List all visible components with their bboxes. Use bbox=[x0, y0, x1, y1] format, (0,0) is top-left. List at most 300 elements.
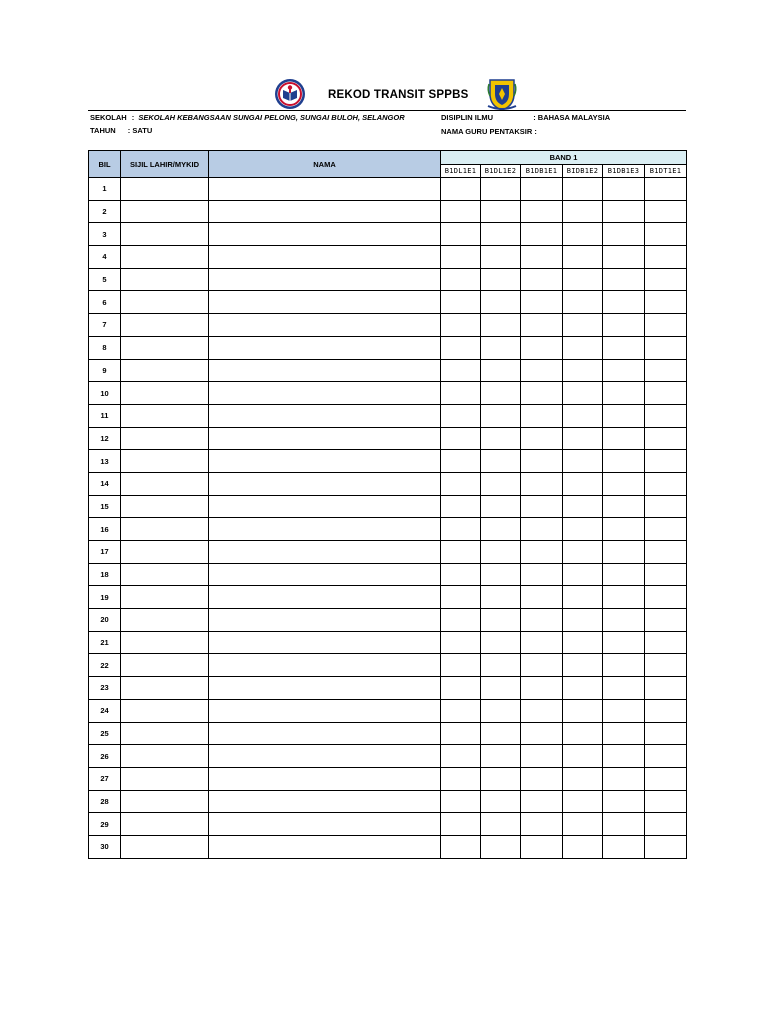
table-row bbox=[89, 813, 687, 836]
sijil-cell[interactable] bbox=[121, 631, 209, 654]
band-score-cell[interactable] bbox=[645, 268, 687, 291]
bil-cell: 18 bbox=[89, 563, 121, 586]
band-score-cell[interactable] bbox=[441, 699, 481, 722]
band-score-cell[interactable] bbox=[521, 382, 563, 405]
sijil-cell[interactable] bbox=[121, 382, 209, 405]
band-score-cell[interactable] bbox=[603, 518, 645, 541]
band-score-cell[interactable] bbox=[603, 382, 645, 405]
sijil-cell[interactable] bbox=[121, 268, 209, 291]
band-score-cell[interactable] bbox=[441, 677, 481, 700]
band-score-cell[interactable] bbox=[645, 223, 687, 246]
table-row bbox=[89, 450, 687, 473]
band-score-cell[interactable] bbox=[441, 178, 481, 201]
band-score-cell[interactable] bbox=[563, 745, 603, 768]
nama-cell[interactable] bbox=[209, 495, 441, 518]
band-score-cell[interactable] bbox=[603, 631, 645, 654]
sijil-cell[interactable] bbox=[121, 178, 209, 201]
band-score-cell[interactable] bbox=[603, 835, 645, 858]
nama-cell[interactable] bbox=[209, 518, 441, 541]
band-column-header: B1DL1E2 bbox=[481, 165, 521, 178]
band-score-cell[interactable] bbox=[521, 450, 563, 473]
table-row bbox=[89, 722, 687, 745]
band-score-cell[interactable] bbox=[521, 767, 563, 790]
bil-cell: 11 bbox=[89, 404, 121, 427]
band-score-cell[interactable] bbox=[521, 314, 563, 337]
bil-cell: 4 bbox=[89, 246, 121, 269]
band-score-cell[interactable] bbox=[645, 541, 687, 564]
band-score-cell[interactable] bbox=[521, 541, 563, 564]
bil-cell: 6 bbox=[89, 291, 121, 314]
ministry-crest-icon bbox=[274, 78, 306, 110]
band-score-cell[interactable] bbox=[645, 790, 687, 813]
band-score-cell[interactable] bbox=[481, 541, 521, 564]
band-score-cell[interactable] bbox=[645, 745, 687, 768]
sijil-cell[interactable] bbox=[121, 518, 209, 541]
band-score-cell[interactable] bbox=[521, 291, 563, 314]
band-score-cell[interactable] bbox=[481, 200, 521, 223]
nama-cell[interactable] bbox=[209, 767, 441, 790]
band-score-cell[interactable] bbox=[521, 336, 563, 359]
table-row bbox=[89, 472, 687, 495]
band-score-cell[interactable] bbox=[563, 314, 603, 337]
band-score-cell[interactable] bbox=[481, 223, 521, 246]
band-score-cell[interactable] bbox=[521, 790, 563, 813]
band-score-cell[interactable] bbox=[441, 200, 481, 223]
table-row bbox=[89, 677, 687, 700]
band-score-cell[interactable] bbox=[481, 631, 521, 654]
band-score-cell[interactable] bbox=[441, 404, 481, 427]
sijil-cell[interactable] bbox=[121, 722, 209, 745]
sijil-cell[interactable] bbox=[121, 359, 209, 382]
tahun-value: SATU bbox=[132, 126, 153, 135]
band-score-cell[interactable] bbox=[603, 677, 645, 700]
disiplin-separator: : bbox=[533, 113, 536, 122]
band-score-cell[interactable] bbox=[603, 722, 645, 745]
nama-cell[interactable] bbox=[209, 246, 441, 269]
table-body bbox=[89, 178, 687, 859]
sijil-cell[interactable] bbox=[121, 404, 209, 427]
band-score-cell[interactable] bbox=[521, 586, 563, 609]
band-score-cell[interactable] bbox=[521, 722, 563, 745]
band-score-cell[interactable] bbox=[441, 518, 481, 541]
band-score-cell[interactable] bbox=[645, 586, 687, 609]
band-score-cell[interactable] bbox=[481, 563, 521, 586]
sijil-cell[interactable] bbox=[121, 541, 209, 564]
band-score-cell[interactable] bbox=[603, 472, 645, 495]
nama-cell[interactable] bbox=[209, 631, 441, 654]
band-score-cell[interactable] bbox=[521, 518, 563, 541]
table-row bbox=[89, 790, 687, 813]
band-score-cell[interactable] bbox=[563, 178, 603, 201]
band-score-cell[interactable] bbox=[481, 835, 521, 858]
band-score-cell[interactable] bbox=[441, 450, 481, 473]
band-score-cell[interactable] bbox=[441, 767, 481, 790]
nama-cell[interactable] bbox=[209, 835, 441, 858]
band-score-cell[interactable] bbox=[645, 246, 687, 269]
nama-cell[interactable] bbox=[209, 813, 441, 836]
band-score-cell[interactable] bbox=[645, 631, 687, 654]
band-column-header: BIDB1E2 bbox=[563, 165, 603, 178]
band-score-cell[interactable] bbox=[603, 767, 645, 790]
band-score-cell[interactable] bbox=[521, 178, 563, 201]
band-score-cell[interactable] bbox=[481, 291, 521, 314]
band-score-cell[interactable] bbox=[521, 427, 563, 450]
band-score-cell[interactable] bbox=[521, 563, 563, 586]
band-score-cell[interactable] bbox=[481, 790, 521, 813]
band-score-cell[interactable] bbox=[563, 404, 603, 427]
band-score-cell[interactable] bbox=[441, 336, 481, 359]
nama-cell[interactable] bbox=[209, 200, 441, 223]
band-score-cell[interactable] bbox=[481, 609, 521, 632]
band-score-cell[interactable] bbox=[563, 631, 603, 654]
table-row bbox=[89, 767, 687, 790]
band-score-cell[interactable] bbox=[481, 654, 521, 677]
band-score-cell[interactable] bbox=[603, 654, 645, 677]
band-score-cell[interactable] bbox=[563, 223, 603, 246]
student-record-table bbox=[88, 150, 687, 859]
band-score-cell[interactable] bbox=[645, 563, 687, 586]
band-score-cell[interactable] bbox=[603, 790, 645, 813]
band-score-cell[interactable] bbox=[603, 541, 645, 564]
band-score-cell[interactable] bbox=[521, 699, 563, 722]
bil-cell: 23 bbox=[89, 677, 121, 700]
band-score-cell[interactable] bbox=[645, 767, 687, 790]
band-score-cell[interactable] bbox=[563, 654, 603, 677]
sijil-cell[interactable] bbox=[121, 609, 209, 632]
band-score-cell[interactable] bbox=[563, 722, 603, 745]
band-score-cell[interactable] bbox=[521, 813, 563, 836]
band-score-cell[interactable] bbox=[603, 495, 645, 518]
table-row bbox=[89, 541, 687, 564]
band-score-cell[interactable] bbox=[603, 336, 645, 359]
band-score-cell[interactable] bbox=[645, 314, 687, 337]
band-score-cell[interactable] bbox=[441, 654, 481, 677]
band-score-cell[interactable] bbox=[645, 178, 687, 201]
sijil-cell[interactable] bbox=[121, 835, 209, 858]
nama-cell[interactable] bbox=[209, 223, 441, 246]
band-score-cell[interactable] bbox=[563, 541, 603, 564]
band-score-cell[interactable] bbox=[481, 336, 521, 359]
bil-cell: 21 bbox=[89, 631, 121, 654]
nama-cell[interactable] bbox=[209, 654, 441, 677]
nama-cell[interactable] bbox=[209, 314, 441, 337]
table-row bbox=[89, 404, 687, 427]
nama-cell[interactable] bbox=[209, 677, 441, 700]
nama-cell[interactable] bbox=[209, 291, 441, 314]
table-row bbox=[89, 359, 687, 382]
nama-cell[interactable] bbox=[209, 541, 441, 564]
nama-cell[interactable] bbox=[209, 178, 441, 201]
nama-cell[interactable] bbox=[209, 472, 441, 495]
nama-cell[interactable] bbox=[209, 699, 441, 722]
band-score-cell[interactable] bbox=[603, 178, 645, 201]
band-score-cell[interactable] bbox=[441, 223, 481, 246]
band-score-cell[interactable] bbox=[441, 427, 481, 450]
band-score-cell[interactable] bbox=[481, 518, 521, 541]
bil-cell: 22 bbox=[89, 654, 121, 677]
nama-cell[interactable] bbox=[209, 450, 441, 473]
disiplin-value: BAHASA MALAYSIA bbox=[537, 113, 611, 122]
band-score-cell[interactable] bbox=[563, 518, 603, 541]
sekolah-separator: : bbox=[131, 113, 135, 122]
sijil-cell[interactable] bbox=[121, 745, 209, 768]
sijil-cell[interactable] bbox=[121, 699, 209, 722]
sijil-cell[interactable] bbox=[121, 813, 209, 836]
band-score-cell[interactable] bbox=[441, 790, 481, 813]
band-score-cell[interactable] bbox=[563, 336, 603, 359]
band-score-cell[interactable] bbox=[563, 609, 603, 632]
band-score-cell[interactable] bbox=[645, 722, 687, 745]
table-row bbox=[89, 427, 687, 450]
band-score-cell[interactable] bbox=[441, 835, 481, 858]
band-score-cell[interactable] bbox=[563, 767, 603, 790]
band-score-cell[interactable] bbox=[645, 472, 687, 495]
band-score-cell[interactable] bbox=[563, 200, 603, 223]
band-score-cell[interactable] bbox=[441, 631, 481, 654]
nama-cell[interactable] bbox=[209, 382, 441, 405]
band-score-cell[interactable] bbox=[441, 382, 481, 405]
band-score-cell[interactable] bbox=[563, 790, 603, 813]
band-column-header: B1DB1E3 bbox=[603, 165, 645, 178]
nama-cell[interactable] bbox=[209, 790, 441, 813]
band-score-cell[interactable] bbox=[645, 382, 687, 405]
band-score-cell[interactable] bbox=[563, 699, 603, 722]
band-score-cell[interactable] bbox=[645, 200, 687, 223]
band-score-cell[interactable] bbox=[563, 382, 603, 405]
band-score-cell[interactable] bbox=[563, 246, 603, 269]
band-score-cell[interactable] bbox=[563, 291, 603, 314]
band-score-cell[interactable] bbox=[481, 699, 521, 722]
band-score-cell[interactable] bbox=[441, 291, 481, 314]
band-score-cell[interactable] bbox=[603, 200, 645, 223]
band-score-cell[interactable] bbox=[521, 246, 563, 269]
sijil-cell[interactable] bbox=[121, 246, 209, 269]
band-score-cell[interactable] bbox=[603, 314, 645, 337]
disiplin-line bbox=[441, 113, 610, 122]
band-score-cell[interactable] bbox=[645, 495, 687, 518]
band-score-cell[interactable] bbox=[481, 268, 521, 291]
band-score-cell[interactable] bbox=[521, 631, 563, 654]
tahun-separator: : bbox=[127, 126, 131, 135]
table-row bbox=[89, 586, 687, 609]
band-score-cell[interactable] bbox=[481, 677, 521, 700]
table-row bbox=[89, 246, 687, 269]
sijil-cell[interactable] bbox=[121, 586, 209, 609]
band-score-cell[interactable] bbox=[481, 178, 521, 201]
band-score-cell[interactable] bbox=[603, 586, 645, 609]
band-score-cell[interactable] bbox=[441, 472, 481, 495]
band-score-cell[interactable] bbox=[481, 722, 521, 745]
sijil-cell[interactable] bbox=[121, 495, 209, 518]
band-score-cell[interactable] bbox=[441, 495, 481, 518]
band-score-cell[interactable] bbox=[521, 404, 563, 427]
band-score-cell[interactable] bbox=[563, 427, 603, 450]
nama-cell[interactable] bbox=[209, 268, 441, 291]
sijil-cell[interactable] bbox=[121, 563, 209, 586]
band-score-cell[interactable] bbox=[481, 427, 521, 450]
band-score-cell[interactable] bbox=[481, 382, 521, 405]
band-score-cell[interactable] bbox=[645, 291, 687, 314]
table-row bbox=[89, 495, 687, 518]
guru-label: NAMA GURU PENTAKSIR : bbox=[441, 127, 537, 136]
band-score-cell[interactable] bbox=[603, 268, 645, 291]
band-score-cell[interactable] bbox=[645, 359, 687, 382]
table-row bbox=[89, 745, 687, 768]
band-score-cell[interactable] bbox=[645, 518, 687, 541]
sijil-cell[interactable] bbox=[121, 767, 209, 790]
band-score-cell[interactable] bbox=[645, 813, 687, 836]
band-score-cell[interactable] bbox=[603, 223, 645, 246]
band-score-cell[interactable] bbox=[521, 495, 563, 518]
bil-cell: 15 bbox=[89, 495, 121, 518]
band-score-cell[interactable] bbox=[521, 359, 563, 382]
band-score-cell[interactable] bbox=[521, 472, 563, 495]
sijil-cell[interactable] bbox=[121, 472, 209, 495]
band-score-cell[interactable] bbox=[481, 359, 521, 382]
band-score-cell[interactable] bbox=[563, 359, 603, 382]
band-score-cell[interactable] bbox=[563, 268, 603, 291]
bil-cell: 3 bbox=[89, 223, 121, 246]
band-score-cell[interactable] bbox=[481, 745, 521, 768]
band-score-cell[interactable] bbox=[603, 609, 645, 632]
band-score-cell[interactable] bbox=[645, 404, 687, 427]
bil-cell: 25 bbox=[89, 722, 121, 745]
band-score-cell[interactable] bbox=[603, 699, 645, 722]
band-score-cell[interactable] bbox=[603, 404, 645, 427]
tahun-line bbox=[90, 126, 152, 135]
nama-cell[interactable] bbox=[209, 745, 441, 768]
sijil-cell[interactable] bbox=[121, 790, 209, 813]
band-score-cell[interactable] bbox=[603, 427, 645, 450]
band-score-cell[interactable] bbox=[481, 472, 521, 495]
sijil-cell[interactable] bbox=[121, 336, 209, 359]
band-score-cell[interactable] bbox=[521, 835, 563, 858]
band-score-cell[interactable] bbox=[441, 745, 481, 768]
sijil-cell[interactable] bbox=[121, 427, 209, 450]
band-score-cell[interactable] bbox=[481, 586, 521, 609]
nama-cell[interactable] bbox=[209, 563, 441, 586]
bil-cell: 19 bbox=[89, 586, 121, 609]
band-score-cell[interactable] bbox=[603, 450, 645, 473]
bil-cell: 20 bbox=[89, 609, 121, 632]
band-score-cell[interactable] bbox=[645, 427, 687, 450]
bil-cell: 26 bbox=[89, 745, 121, 768]
sijil-cell[interactable] bbox=[121, 314, 209, 337]
sijil-cell[interactable] bbox=[121, 291, 209, 314]
band-score-cell[interactable] bbox=[563, 586, 603, 609]
band-score-cell[interactable] bbox=[521, 223, 563, 246]
band-score-cell[interactable] bbox=[441, 268, 481, 291]
band-score-cell[interactable] bbox=[481, 495, 521, 518]
sijil-cell[interactable] bbox=[121, 450, 209, 473]
band-score-cell[interactable] bbox=[481, 813, 521, 836]
sekolah-line bbox=[90, 113, 405, 122]
band-score-cell[interactable] bbox=[563, 835, 603, 858]
band-score-cell[interactable] bbox=[441, 541, 481, 564]
column-header-sijil: SIJIL LAHIR/MYKID bbox=[121, 151, 209, 178]
band-score-cell[interactable] bbox=[441, 246, 481, 269]
table-row bbox=[89, 223, 687, 246]
bil-cell: 12 bbox=[89, 427, 121, 450]
nama-cell[interactable] bbox=[209, 722, 441, 745]
sijil-cell[interactable] bbox=[121, 223, 209, 246]
band-score-cell[interactable] bbox=[481, 450, 521, 473]
band-score-cell[interactable] bbox=[481, 404, 521, 427]
band-column-header: B1DL1E1 bbox=[441, 165, 481, 178]
band-score-cell[interactable] bbox=[603, 563, 645, 586]
band-score-cell[interactable] bbox=[441, 609, 481, 632]
tahun-label: TAHUN bbox=[90, 126, 116, 135]
band-score-cell[interactable] bbox=[563, 677, 603, 700]
column-header-nama: NAMA bbox=[209, 151, 441, 178]
band-score-cell[interactable] bbox=[645, 654, 687, 677]
band-score-cell[interactable] bbox=[603, 813, 645, 836]
band-score-cell[interactable] bbox=[563, 495, 603, 518]
band-score-cell[interactable] bbox=[521, 200, 563, 223]
band-score-cell[interactable] bbox=[481, 246, 521, 269]
sijil-cell[interactable] bbox=[121, 200, 209, 223]
band-score-cell[interactable] bbox=[563, 450, 603, 473]
band-score-cell[interactable] bbox=[521, 677, 563, 700]
band-score-cell[interactable] bbox=[563, 563, 603, 586]
nama-cell[interactable] bbox=[209, 586, 441, 609]
band-score-cell[interactable] bbox=[645, 450, 687, 473]
band-score-cell[interactable] bbox=[441, 722, 481, 745]
band-score-cell[interactable] bbox=[603, 246, 645, 269]
band-column-header: B1DT1E1 bbox=[645, 165, 687, 178]
band-score-cell[interactable] bbox=[645, 336, 687, 359]
band-score-cell[interactable] bbox=[645, 677, 687, 700]
bil-cell: 28 bbox=[89, 790, 121, 813]
band-score-cell[interactable] bbox=[521, 609, 563, 632]
band-score-cell[interactable] bbox=[521, 268, 563, 291]
bil-cell: 14 bbox=[89, 472, 121, 495]
sijil-cell[interactable] bbox=[121, 677, 209, 700]
bil-cell: 8 bbox=[89, 336, 121, 359]
nama-cell[interactable] bbox=[209, 609, 441, 632]
bil-cell: 2 bbox=[89, 200, 121, 223]
band-score-cell[interactable] bbox=[441, 813, 481, 836]
sijil-cell[interactable] bbox=[121, 654, 209, 677]
band-score-cell[interactable] bbox=[603, 359, 645, 382]
nama-cell[interactable] bbox=[209, 427, 441, 450]
band-score-cell[interactable] bbox=[645, 835, 687, 858]
band-score-cell[interactable] bbox=[603, 745, 645, 768]
band-score-cell[interactable] bbox=[563, 813, 603, 836]
band-score-cell[interactable] bbox=[481, 314, 521, 337]
band-score-cell[interactable] bbox=[441, 359, 481, 382]
band-score-cell[interactable] bbox=[563, 472, 603, 495]
band-score-cell[interactable] bbox=[603, 291, 645, 314]
guru-line bbox=[441, 127, 537, 136]
column-header-band: BAND 1 bbox=[441, 151, 687, 165]
table-row bbox=[89, 631, 687, 654]
band-score-cell[interactable] bbox=[521, 745, 563, 768]
nama-cell[interactable] bbox=[209, 359, 441, 382]
band-score-cell[interactable] bbox=[441, 314, 481, 337]
band-score-cell[interactable] bbox=[645, 699, 687, 722]
bil-cell: 17 bbox=[89, 541, 121, 564]
bil-cell: 13 bbox=[89, 450, 121, 473]
band-score-cell[interactable] bbox=[441, 563, 481, 586]
band-score-cell[interactable] bbox=[481, 767, 521, 790]
band-score-cell[interactable] bbox=[645, 609, 687, 632]
band-score-cell[interactable] bbox=[521, 654, 563, 677]
sekolah-label: SEKOLAH bbox=[90, 113, 127, 122]
band-score-cell[interactable] bbox=[441, 586, 481, 609]
nama-cell[interactable] bbox=[209, 336, 441, 359]
nama-cell[interactable] bbox=[209, 404, 441, 427]
